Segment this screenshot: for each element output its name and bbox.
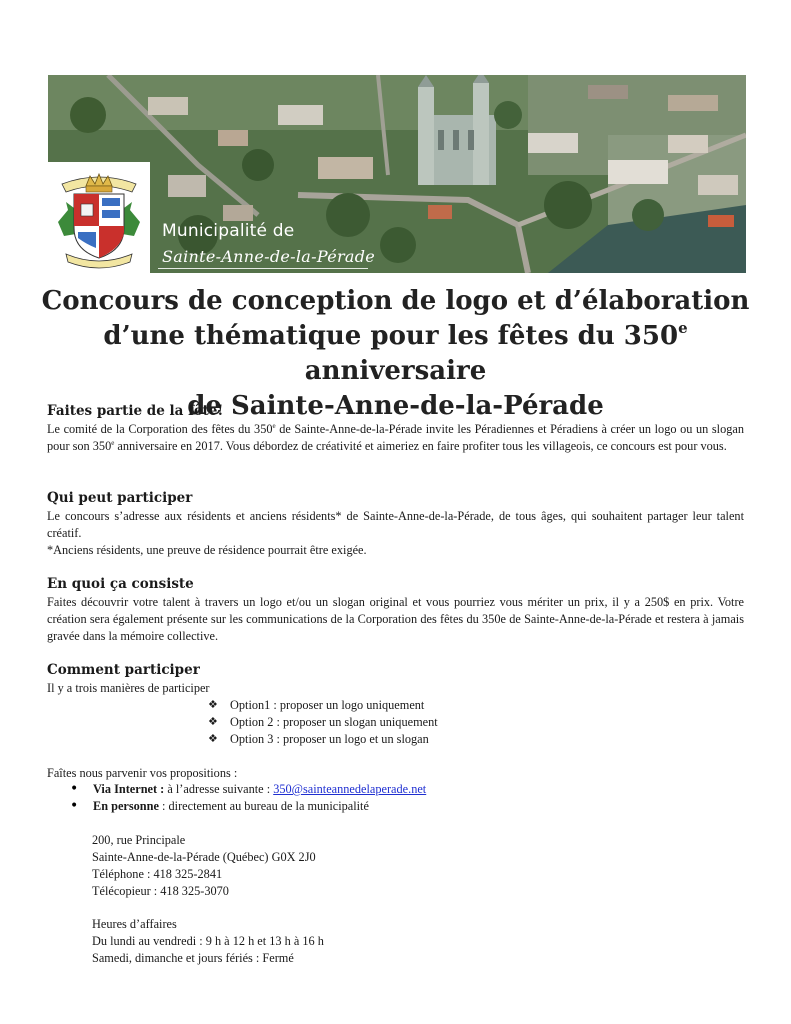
caption-municipality: Municipalité de — [162, 221, 295, 241]
section-paragraph-join — [47, 421, 744, 455]
municipal-crest — [48, 162, 150, 273]
title-line-2-a: d’une thématique pour les fêtes du 350 — [103, 321, 679, 351]
title-line-3: de Sainte-Anne-de-la-Pérade — [187, 391, 604, 421]
internet-text: à l’adresse suivante : — [164, 782, 274, 796]
participation-intro: Il y a trois manières de participer — [47, 681, 210, 695]
join-sup-1: e — [272, 422, 276, 430]
internet-label: Via Internet : — [93, 782, 165, 796]
coat-of-arms-icon — [48, 162, 150, 273]
submit-internet — [93, 781, 426, 798]
four-diamond-icon: ❖ — [208, 715, 218, 728]
four-diamond-icon: ❖ — [208, 698, 218, 711]
banner-caption — [162, 221, 375, 266]
section-heading-join: Faites partie de la fête! — [47, 403, 224, 419]
option-item-3: Option 3 : proposer un logo et un slogan — [230, 732, 429, 746]
phone-number: Téléphone : 418 325-2841 — [92, 867, 223, 881]
title-line-2-b: anniversaire — [304, 356, 487, 386]
four-diamond-icon: ❖ — [208, 732, 218, 745]
email-link[interactable]: 350@sainteannedelaperade.net — [273, 782, 427, 796]
hours-title: Heures d’affaires — [92, 917, 177, 931]
title-line-1: Concours de conception de logo et d’élaboration — [41, 286, 750, 316]
caption-town-name: Sainte-Anne-de-la-Pérade — [162, 247, 376, 266]
in-person-text: : directement au bureau de la municipalité — [158, 799, 369, 813]
header-banner — [48, 75, 746, 273]
residence-note: *Anciens résidents, une preuve de résidence pourrait être exigée. — [47, 543, 367, 557]
option-item-2: Option 2 : proposer un slogan uniquement — [230, 715, 438, 729]
in-person-label: En personne — [93, 799, 159, 813]
bullet-icon: • — [70, 798, 79, 814]
hours-weekdays: Du lundi au vendredi : 9 h à 12 h et 13 h à 16 h — [92, 934, 324, 948]
section-paragraph-who: Le concours s’adresse aux résidents et anciens résidents* de Sainte-Anne-de-la-Pérade, de tous âges, qui souhaitent partager leur talent créatif. — [47, 509, 744, 540]
join-text-b: de Sainte-Anne-de-la-Pérade invite les Péradiennes et Péradiens à créer un logo ou un slogan pour son 350 — [47, 422, 744, 453]
aerial-photo — [48, 75, 746, 273]
address-street: 200, rue Principale — [92, 833, 186, 847]
fax-number: Télécopieur : 418 325-3070 — [92, 884, 229, 898]
section-heading-who: Qui peut participer — [47, 490, 193, 506]
submit-in-person — [93, 798, 369, 815]
join-text-c: anniversaire en 2017. Vous débordez de créativité et aimeriez en faire profiter tous les villageois, ce concours est pour vous. — [114, 439, 727, 453]
caption-underline — [158, 268, 368, 269]
join-text-a: Le comité de la Corporation des fêtes du 350 — [47, 422, 273, 436]
hours-weekend: Samedi, dimanche et jours fériés : Fermé — [92, 951, 294, 965]
address-city: Sainte-Anne-de-la-Pérade (Québec) G0X 2J0 — [92, 850, 316, 864]
section-heading-how: Comment participer — [47, 662, 200, 678]
submit-intro: Faîtes nous parvenir vos propositions : — [47, 766, 238, 780]
section-paragraph-what: Faites découvrir votre talent à travers un logo et/ou un slogan original et vous pourriez vous mériter un prix, il y a 250$ en prix. Votre création sera également présente sur les communications de la Corporation des fêtes du 350e de Sainte-Anne-de-la-Pérade et restera à jamais gravée dans la mémoire collective. — [47, 595, 744, 643]
title-line-2-sup: e — [678, 319, 688, 337]
section-heading-what: En quoi ça consiste — [47, 576, 194, 592]
join-sup-2: e — [111, 439, 115, 447]
title-line-2 — [36, 319, 755, 389]
option-item-1: Option1 : proposer un logo uniquement — [230, 698, 425, 712]
bullet-icon: • — [70, 781, 79, 797]
